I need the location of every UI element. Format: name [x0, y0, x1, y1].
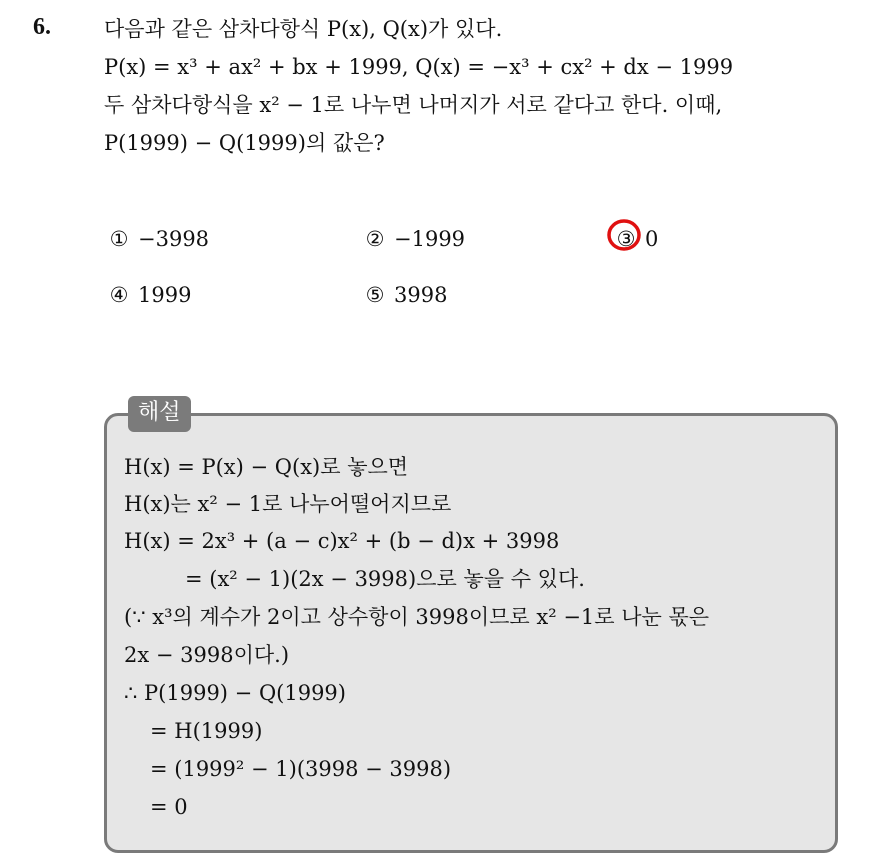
solution-line-7: ∴ P(1999) − Q(1999): [124, 681, 346, 705]
choice-4[interactable]: [108, 280, 191, 310]
solution-line-1: H(x) = P(x) − Q(x)로 놓으면: [124, 455, 409, 479]
question-line-4: P(1999) − Q(1999)의 값은?: [104, 131, 385, 155]
choice-5-mark: ⑤: [365, 283, 385, 307]
choice-1-mark: ①: [109, 227, 129, 251]
choice-4-mark: ④: [109, 283, 129, 307]
solution-line-4: = (x² − 1)(2x − 3998)으로 놓을 수 있다.: [185, 567, 585, 591]
choice-5-value: 3998: [394, 283, 448, 307]
solution-line-10: = 0: [150, 795, 188, 819]
solution-line-6: 2x − 3998이다.): [124, 643, 290, 667]
choice-2-mark: ②: [365, 227, 385, 251]
solution-line-9: = (1999² − 1)(3998 − 3998): [150, 757, 452, 781]
choice-3[interactable]: [615, 224, 658, 254]
solution-line-5: (∵ x³의 계수가 2이고 상수항이 3998이므로 x² −1로 나눈 몫은: [124, 605, 710, 629]
choice-1-value: −3998: [138, 227, 210, 251]
question-line-2: P(x) = x³ + ax² + bx + 1999, Q(x) = −x³ + cx² + dx − 1999: [104, 55, 734, 79]
question-line-1: 다음과 같은 삼차다항식 P(x), Q(x)가 있다.: [104, 17, 503, 41]
choice-4-value: 1999: [138, 283, 192, 307]
choice-1[interactable]: [108, 224, 209, 254]
solution-line-3: H(x) = 2x³ + (a − c)x² + (b − d)x + 3998: [124, 529, 560, 553]
choice-3-selected: [615, 224, 645, 254]
solution-line-8: = H(1999): [150, 719, 263, 743]
choice-2[interactable]: [364, 224, 465, 254]
choice-3-mark: ③: [616, 227, 636, 251]
solution-line-2: H(x)는 x² − 1로 나누어떨어지므로: [124, 492, 452, 516]
selected-circle-icon: [606, 217, 642, 253]
question-line-3: 두 삼차다항식을 x² − 1로 나누면 나머지가 서로 같다고 한다. 이때,: [104, 93, 723, 117]
choice-2-value: −1999: [394, 227, 466, 251]
question-number: 6.: [33, 14, 51, 40]
choice-5[interactable]: [364, 280, 447, 310]
solution-label: 해설: [128, 396, 191, 432]
choice-3-value: 0: [645, 227, 659, 251]
